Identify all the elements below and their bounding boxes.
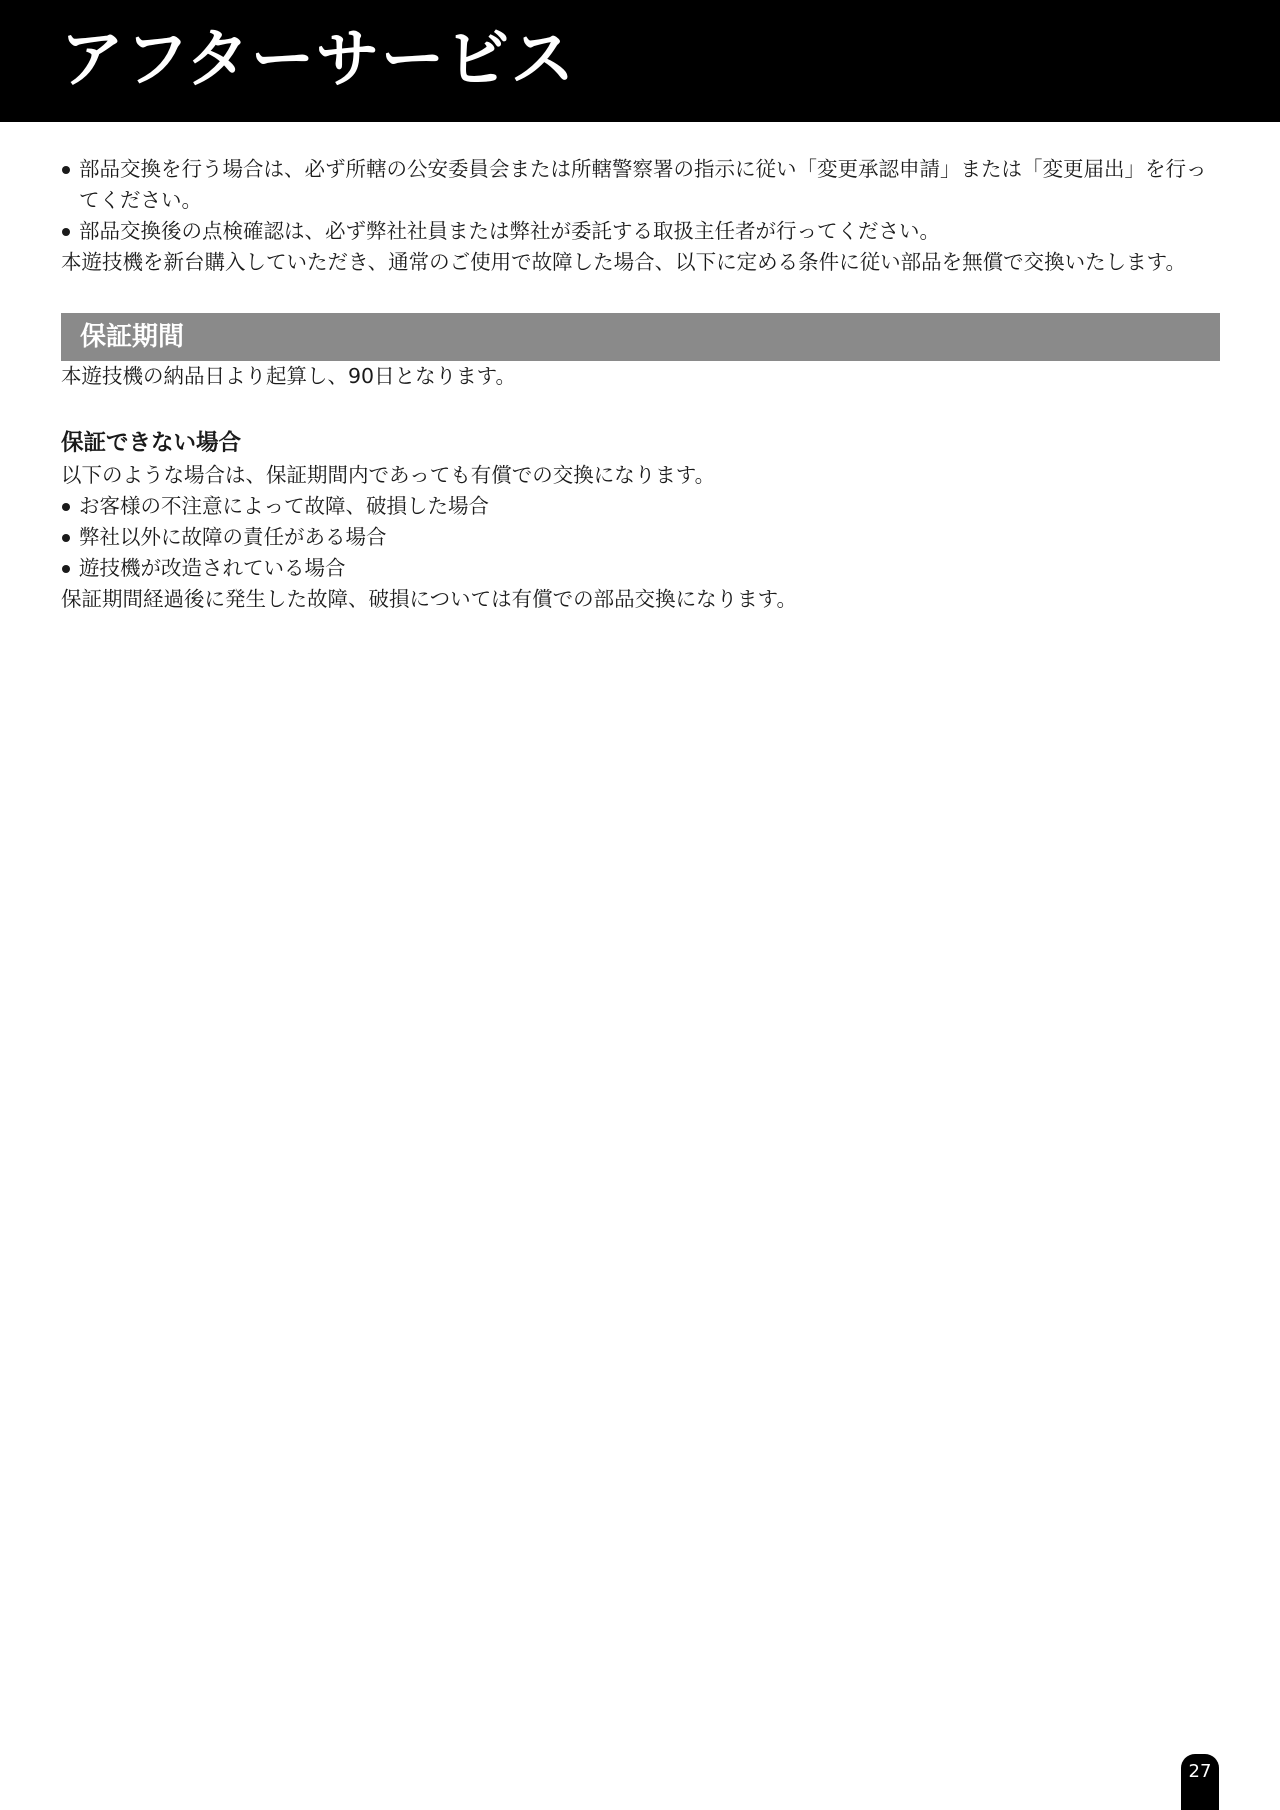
- bullet-dot-icon: [62, 534, 70, 542]
- header-band: [0, 0, 1280, 122]
- not-covered-list: [61, 491, 1221, 584]
- bullet-dot-icon: [62, 503, 70, 511]
- not-covered-item: 弊社以外に故障の責任がある場合: [79, 525, 387, 549]
- list-item: [61, 522, 1221, 553]
- section-title: 保証期間: [80, 322, 185, 352]
- list-item: [61, 553, 1221, 584]
- main-content: [61, 154, 1221, 615]
- not-covered-lead: 以下のような場合は、保証期間内であっても有償での交換になります。: [61, 463, 716, 487]
- list-item: [61, 154, 1221, 216]
- not-covered-item: お客様の不注意によって故障、破損した場合: [79, 494, 489, 518]
- note-text: 部品交換後の点検確認は、必ず弊社社員または弊社が委託する取扱主任者が行ってください。: [79, 219, 940, 243]
- note-text: 部品交換を行う場合は、必ず所轄の公安委員会または所轄警察署の指示に従い「変更承認申請」または「変更届出」を行ってください。: [79, 157, 1207, 212]
- page-number-tab: [1181, 1754, 1219, 1810]
- warranty-period-text: 本遊技機の納品日より起算し、90日となります。: [61, 364, 516, 388]
- bullet-dot-icon: [62, 565, 70, 573]
- intro-paragraph: 本遊技機を新台購入していただき、通常のご使用で故障した場合、以下に定める条件に従い部品を無償で交換いたします。: [61, 250, 1187, 274]
- page-number: 27: [1188, 1761, 1212, 1782]
- page-title: アフターサービス: [60, 23, 576, 97]
- list-item: [61, 216, 1221, 247]
- not-covered-item: 遊技機が改造されている場合: [79, 556, 346, 580]
- notes-list: [61, 154, 1221, 247]
- section-header-bar: [61, 313, 1220, 361]
- bullet-dot-icon: [62, 166, 70, 174]
- subheading-not-covered: 保証できない場合: [61, 430, 242, 456]
- bullet-dot-icon: [62, 228, 70, 236]
- list-item: [61, 491, 1221, 522]
- after-period-paragraph: 保証期間経過後に発生した故障、破損については有償での部品交換になります。: [61, 587, 797, 611]
